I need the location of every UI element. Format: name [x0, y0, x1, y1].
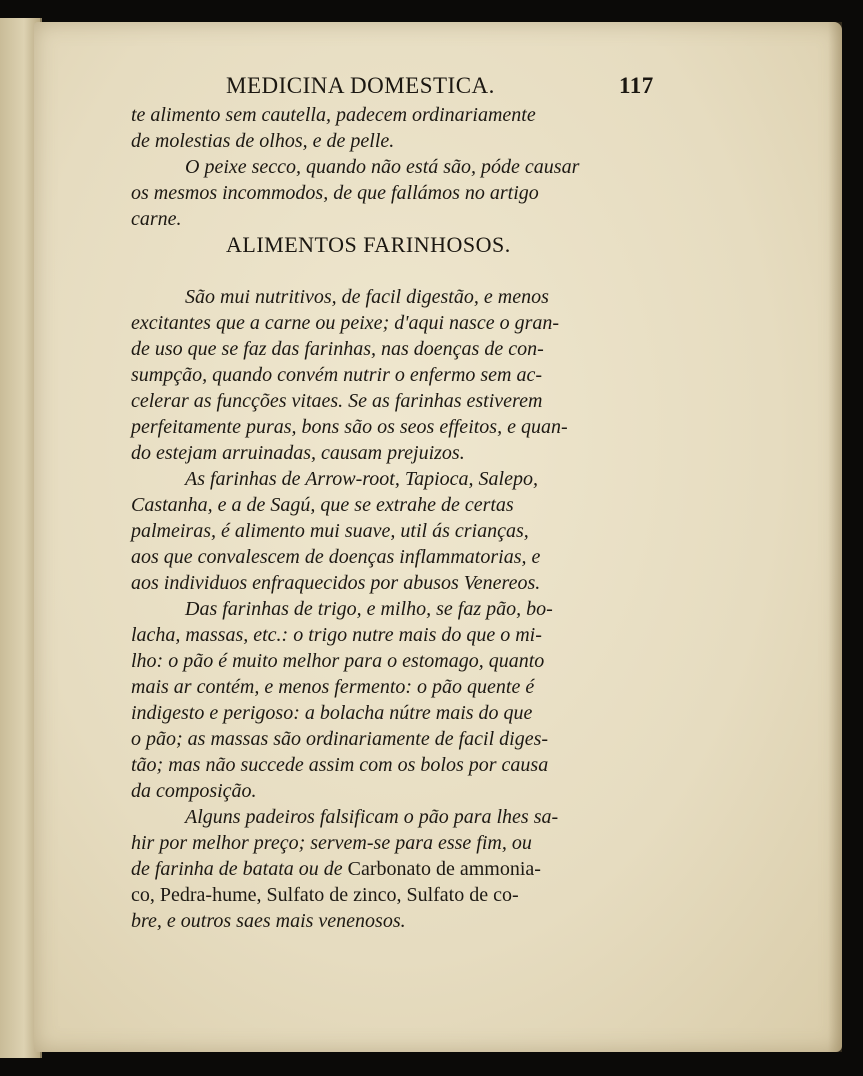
text-line: da composição.: [131, 780, 257, 802]
italic-segment: de farinha de batata ou de: [131, 858, 343, 880]
text-line: sumpção, quando convém nutrir o enfermo sem ac-: [131, 364, 543, 386]
text-line: As farinhas de Arrow-root, Tapioca, Salepo,: [185, 468, 538, 490]
text-line: lho: o pão é muito melhor para o estomago, quanto: [131, 650, 545, 672]
text-line: aos individuos enfraquecidos por abusos Venereos.: [131, 572, 541, 594]
section-heading: ALIMENTOS FARINHOSOS.: [226, 232, 511, 257]
text-line: hir por melhor preço; servem-se para esse fim, ou: [131, 832, 532, 854]
text-line: excitantes que a carne ou peixe; d'aqui nasce o gran-: [131, 312, 560, 334]
text-line: te alimento sem cautella, padecem ordinariamente: [131, 104, 536, 126]
text-line: O peixe secco, quando não está são, póde causar: [185, 156, 580, 178]
text-line: o pão; as massas são ordinariamente de facil diges-: [131, 728, 549, 750]
text-line: co, Pedra-hume, Sulfato de zinco, Sulfato de co-: [131, 884, 519, 906]
text-line-mixed: [131, 858, 541, 881]
roman-segment: Carbonato de ammonia-: [347, 858, 541, 880]
text-line: celerar as funcções vitaes. Se as farinhas estiverem: [131, 390, 543, 412]
text-line: São mui nutritivos, de facil digestão, e menos: [185, 286, 549, 308]
text-line: Alguns padeiros falsificam o pão para lhes sa-: [185, 806, 559, 828]
text-line: indigesto e perigoso: a bolacha nútre mais do que: [131, 702, 533, 724]
text-line: Castanha, e a de Sagú, que se extrahe de certas: [131, 494, 514, 516]
text-line: tão; mas não succede assim com os bolos por causa: [131, 754, 549, 776]
text-line: palmeiras, é alimento mui suave, util ás crianças,: [131, 520, 529, 542]
text-line: aos que convalescem de doenças inflammatorias, e: [131, 546, 541, 568]
running-title: MEDICINA DOMESTICA.: [226, 73, 495, 98]
text-line: mais ar contém, e menos fermento: o pão quente é: [131, 676, 535, 698]
text-line: de molestias de olhos, e de pelle.: [131, 130, 395, 152]
page-edge-shadow: [828, 22, 842, 1052]
text-line: Das farinhas de trigo, e milho, se faz pão, bo-: [185, 598, 553, 620]
text-line: os mesmos incommodos, de que fallámos no artigo: [131, 182, 539, 204]
text-line: perfeitamente puras, bons são os seos effeitos, e quan-: [131, 416, 568, 438]
page-number: 117: [619, 73, 654, 98]
text-line: lacha, massas, etc.: o trigo nutre mais do que o mi-: [131, 624, 542, 646]
text-line: carne.: [131, 208, 182, 230]
text-line: de uso que se faz das farinhas, nas doenças de con-: [131, 338, 544, 360]
text-line: do estejam arruinadas, causam prejuizos.: [131, 442, 465, 464]
text-line: bre, e outros saes mais venenosos.: [131, 910, 406, 932]
